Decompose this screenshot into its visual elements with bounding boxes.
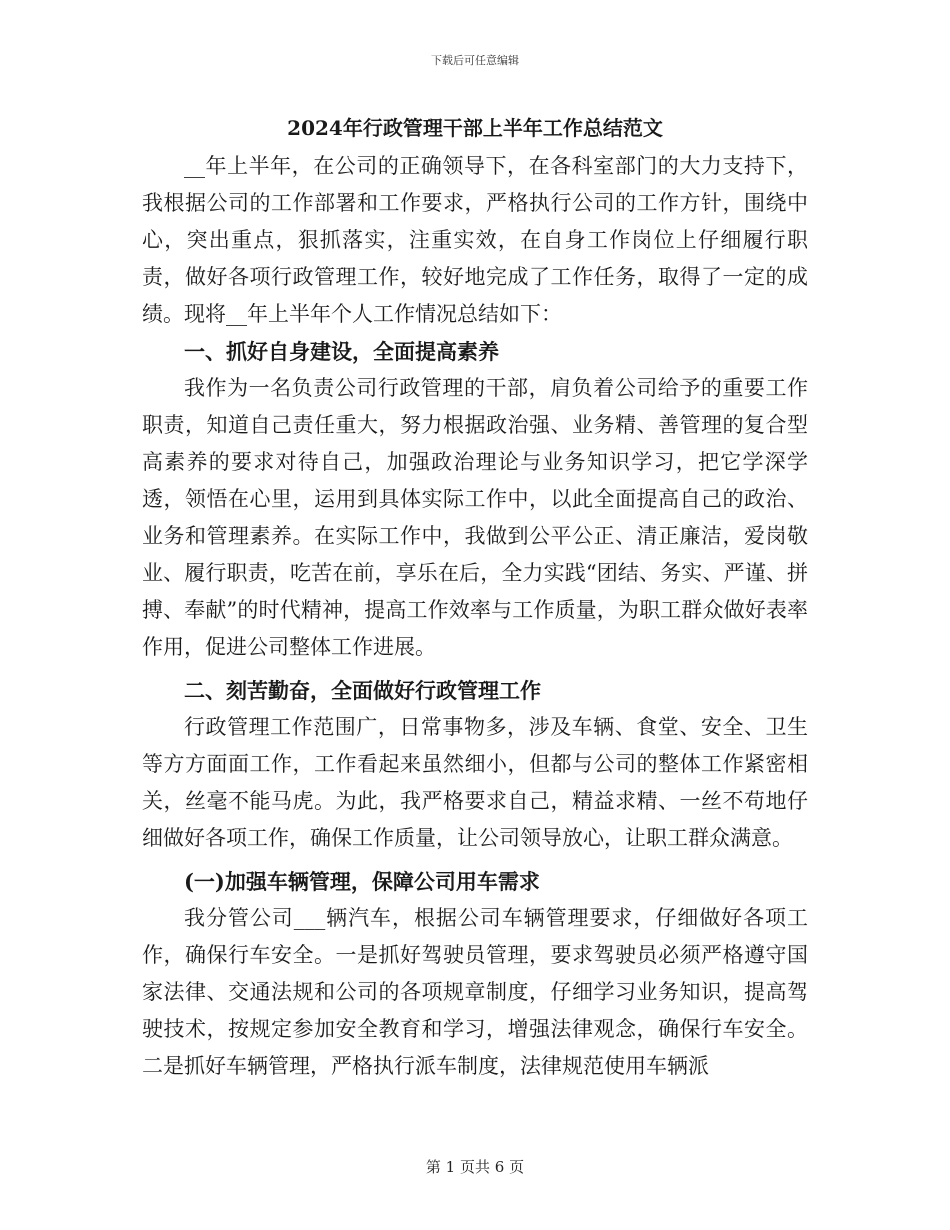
page-header-note: 下载后可任意编辑 — [431, 54, 519, 67]
paragraph-self-building: 我作为一名负责公司行政管理的干部，肩负着公司给予的重要工作职责，知道自己责任重大，努力根据政治强、业务精、善管理的复合型高素养的要求对待自己，加强政治理论与业务知识学习，把它学深学透，领悟在心里，运用到具体实际工作中，以此全面提高自己的政治、业务和管理素养。在实际工作中，我做到公平公正、清正廉洁，爱岗敬业、履行职责，吃苦在前，享乐在后，全力实践“团结、务实、严谨、拼搏、奉献”的时代精神，提高工作效率与工作质量，为职工群众做好表率作用，促进公司整体工作进展。 — [142, 376, 808, 659]
paragraph-admin-work: 行政管理工作范围广，日常事物多，涉及车辆、食堂、安全、卫生等方方面面工作，工作看起来虽然细小，但都与公司的整体工作紧密相关，丝毫不能马虎。为此，我严格要求自己，精益求精、一丝不苟地仔细做好各项工作，确保工作质量，让公司领导放心，让职工群众满意。 — [142, 715, 808, 850]
subsection-heading-vehicles: (一)加强车辆管理，保障公司用车需求 — [184, 869, 540, 894]
section-heading-2: 二、刻苦勤奋，全面做好行政管理工作 — [184, 678, 541, 703]
document-body — [142, 108, 808, 1085]
paragraph-vehicle-management: 我分管公司___辆汽车，根据公司车辆管理要求，仔细做好各项工作，确保行车安全。一是抓好驾驶员管理，要求驾驶员必须严格遵守国家法律、交通法规和公司的各项规章制度，仔细学习业务知识，提高驾驶技术，按规定参加安全教育和学习，增强法律观念，确保行车安全。二是抓好车辆管理，严格执行派车制度，法律规范使用车辆派 — [142, 906, 808, 1078]
section-heading-1: 一、抓好自身建设，全面提高素养 — [184, 339, 499, 364]
document-title: 2024年行政管理干部上半年工作总结范文 — [287, 116, 663, 140]
paragraph-intro: __年上半年，在公司的正确领导下，在各科室部门的大力支持下，我根据公司的工作部署和工作要求，严格执行公司的工作方针，围绕中心，突出重点，狠抓落实，注重实效，在自身工作岗位上仔细履行职责，做好各项行政管理工作，较好地完成了工作任务，取得了一定的成绩。现将__年上半年个人工作情况总结如下： — [142, 154, 808, 326]
page-number: 第 1 页共 6 页 — [425, 1158, 525, 1176]
